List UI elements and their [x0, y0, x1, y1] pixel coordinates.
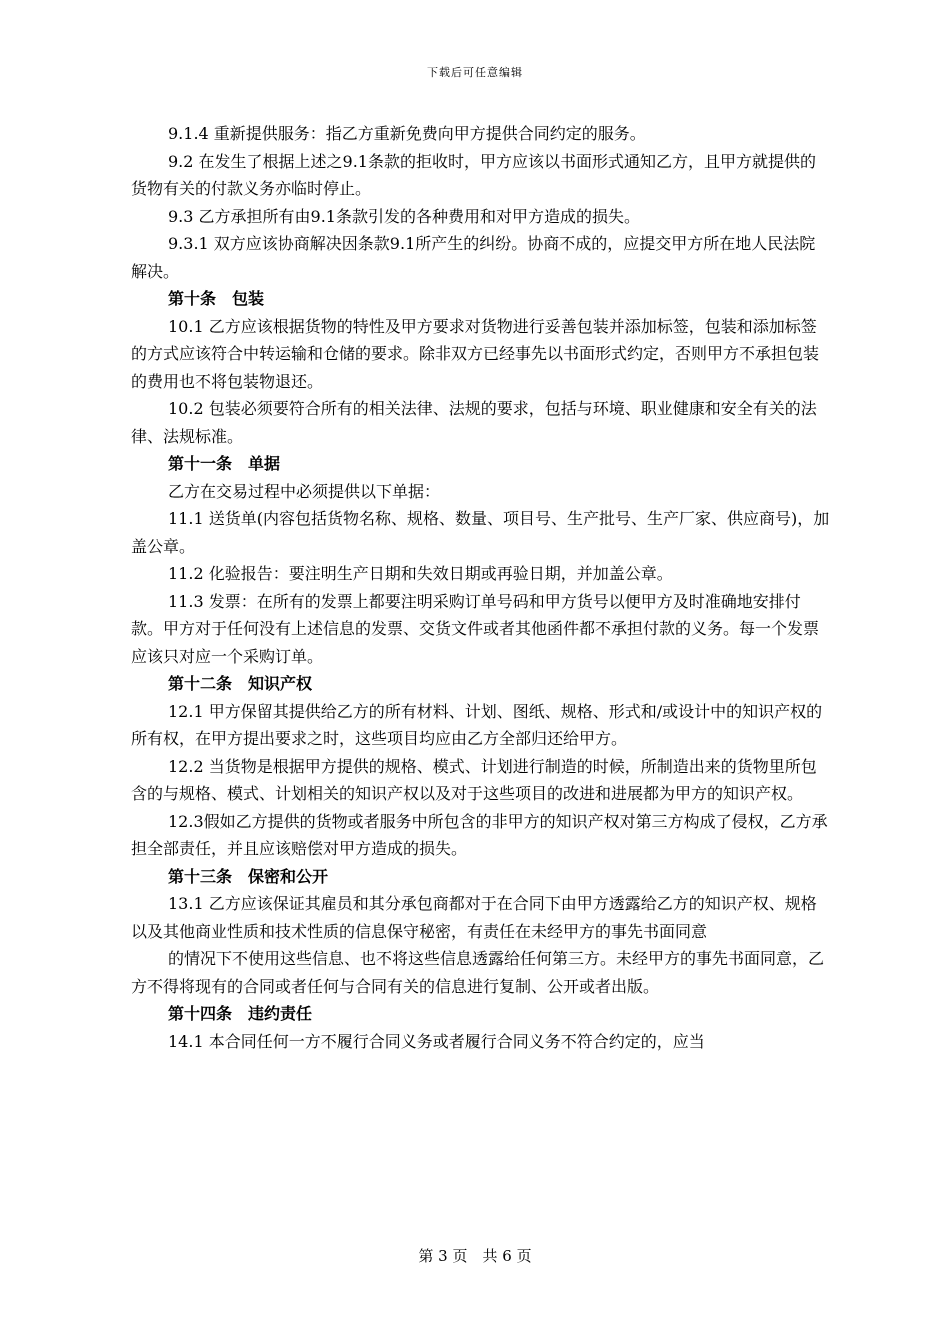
section-heading: 第十条 包装 — [168, 289, 265, 308]
page-header: 下载后可任意编辑 — [427, 66, 523, 79]
paragraph: 9.3 乙方承担所有由9.1条款引发的各种费用和对甲方造成的损失。 — [168, 206, 640, 226]
paragraph: 10.1 乙方应该根据货物的特性及甲方要求对货物进行妥善包装并添加标签，包装和添加标签的方式应该符合中转运输和仓储的要求。除非双方已经事先以书面形式约定，否则甲方不承担包装的费用也不将包装物退还。 — [131, 316, 820, 391]
paragraph: 的情况下不使用这些信息、也不将这些信息透露给任何第三方。未经甲方的事先书面同意，乙方不得将现有的合同或者任何与合同有关的信息进行复制、公开或者出版。 — [131, 949, 825, 996]
section-heading: 第十一条 单据 — [168, 454, 281, 473]
paragraph: 11.1 送货单(内容包括货物名称、规格、数量、项目号、生产批号、生产厂家、供应商号)，加盖公章。 — [131, 509, 830, 556]
paragraph: 14.1 本合同任何一方不履行合同义务或者履行合同义务不符合约定的，应当 — [168, 1031, 705, 1051]
paragraph: 10.2 包装必须要符合所有的相关法律、法规的要求，包括与环境、职业健康和安全有关的法律、法规标准。 — [131, 399, 817, 446]
paragraph: 乙方在交易过程中必须提供以下单据： — [168, 481, 441, 501]
paragraph: 11.2 化验报告：要注明生产日期和失效日期或再验日期，并加盖公章。 — [168, 564, 673, 583]
page-number: 第 3 页 共 6 页 — [418, 1247, 532, 1265]
paragraph: 9.3.1 双方应该协商解决因条款9.1所产生的纠纷。协商不成的，应提交甲方所在地人民法院解决。 — [131, 234, 816, 281]
paragraph: 12.1 甲方保留其提供给乙方的所有材料、计划、图纸、规格、形式和/或设计中的知识产权的所有权，在甲方提出要求之时，这些项目均应由乙方全部归还给甲方。 — [131, 701, 823, 748]
section-heading: 第十二条 知识产权 — [168, 674, 313, 693]
document-body — [131, 120, 831, 1055]
paragraph: 12.3假如乙方提供的货物或者服务中所包含的非甲方的知识产权对第三方构成了侵权，乙方承担全部责任，并且应该赔偿对甲方造成的损失。 — [131, 811, 828, 858]
paragraph: 12.2 当货物是根据甲方提供的规格、模式、计划进行制造的时候，所制造出来的货物里所包含的与规格、模式、计划相关的知识产权以及对于这些项目的改进和进展都为甲方的知识产权。 — [131, 756, 817, 803]
section-heading: 第十四条 违约责任 — [168, 1004, 313, 1023]
paragraph: 13.1 乙方应该保证其雇员和其分承包商都对于在合同下由甲方透露给乙方的知识产权、规格以及其他商业性质和技术性质的信息保守秘密，有责任在未经甲方的事先书面同意 — [131, 894, 817, 941]
paragraph: 11.3 发票：在所有的发票上都要注明采购订单号码和甲方货号以便甲方及时准确地安排付款。甲方对于任何没有上述信息的发票、交货文件或者其他函件都不承担付款的义务。每一个发票应该只对应一个采购订单。 — [131, 591, 820, 666]
paragraph: 9.1.4 重新提供服务：指乙方重新免费向甲方提供合同约定的服务。 — [168, 124, 646, 143]
section-heading: 第十三条 保密和公开 — [168, 866, 329, 886]
paragraph: 9.2 在发生了根据上述之9.1条款的拒收时，甲方应该以书面形式通知乙方，且甲方就提供的货物有关的付款义务亦临时停止。 — [131, 151, 816, 198]
